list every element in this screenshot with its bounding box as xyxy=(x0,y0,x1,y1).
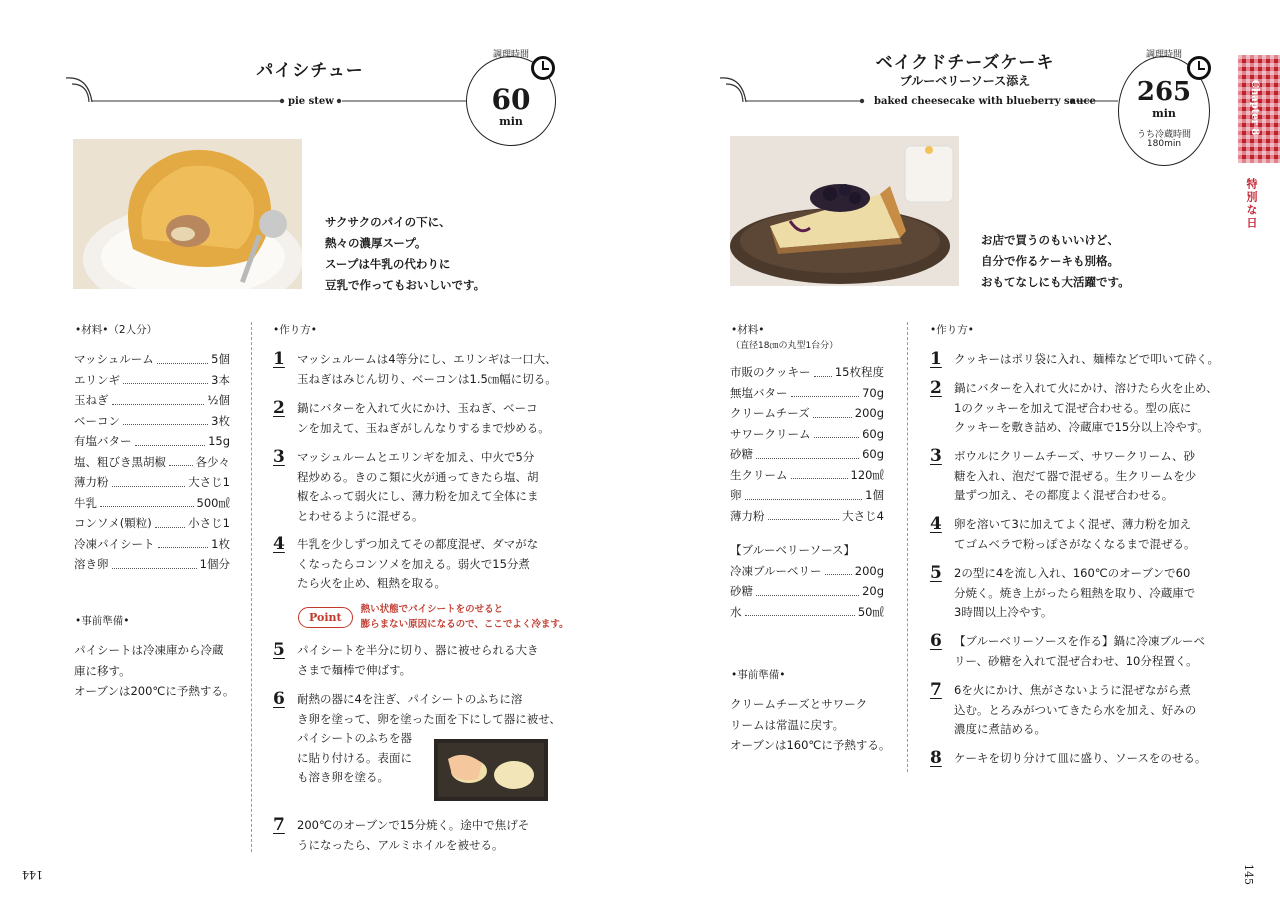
step-number: 7 xyxy=(273,815,285,835)
right-intro xyxy=(981,230,1161,293)
leader-dots xyxy=(112,404,205,405)
ingredient-qty: 60g xyxy=(862,426,884,441)
step xyxy=(273,535,538,594)
leader-dots xyxy=(155,527,185,528)
ingredient-qty: 大さじ4 xyxy=(842,508,884,523)
time-unit: min xyxy=(1152,107,1176,120)
ingredient-qty: 3本 xyxy=(211,372,230,387)
ingredient-row xyxy=(730,424,884,445)
pie-sheet-photo xyxy=(434,739,548,801)
chapter-title: 特別な日 xyxy=(1245,178,1258,230)
intro-line: お店で買うのもいいけど、 xyxy=(981,233,1119,247)
step xyxy=(930,681,1196,740)
ingredient-qty: 大さじ1 xyxy=(188,475,230,489)
ingredient-qty: 各少々 xyxy=(195,454,230,469)
ingredient-qty: 70g xyxy=(862,385,884,400)
left-ingredients-list xyxy=(74,349,230,575)
leader-dots xyxy=(825,574,852,575)
ingredient-row xyxy=(74,370,230,391)
left-prep-text: パイシートは冷凍庫から冷蔵 庫に移す。 オーブンは200℃に予熱する。 xyxy=(74,643,235,698)
intro-line: 熱々の濃厚スープ。 xyxy=(325,236,427,250)
step xyxy=(930,447,1196,506)
right-ingredients-list xyxy=(730,362,884,622)
ingredient-row xyxy=(730,581,884,602)
ingredient-name: 砂糖 xyxy=(730,584,753,598)
step xyxy=(930,632,1205,671)
ingredient-qty: 5個 xyxy=(211,352,230,366)
left-method-heading: •作り方• xyxy=(273,324,317,336)
point-badge: Point xyxy=(298,607,353,628)
right-ingredients-heading: •材料• xyxy=(731,324,765,336)
ingredient-name: ベーコン xyxy=(74,413,120,428)
ingredient-row xyxy=(730,561,884,582)
ingredient-name: 溶き卵 xyxy=(74,557,109,571)
sauce-heading-text: 【ブルーベリーソース】 xyxy=(730,543,856,557)
ingredient-qty: 50㎖ xyxy=(857,604,884,619)
ingredient-row xyxy=(730,465,884,486)
ingredient-row xyxy=(730,485,884,506)
step-text: 卵を溶いて3に加えてよく混ぜ、薄力粉を加え てゴムベラで粉っぽさがなくなるまで混ぜる。 xyxy=(954,517,1196,551)
ingredient-name: 冷凍ブルーベリー xyxy=(730,563,822,578)
ingredient-name: 生クリーム xyxy=(730,467,788,482)
ingredient-name: 塩、粗びき黒胡椒 xyxy=(74,454,166,469)
step-text: パイシートを半分に切り、器に被せられる大き さまで麺棒で伸ばす。 xyxy=(297,643,539,677)
ingredient-row xyxy=(74,472,230,493)
step-text: ケーキを切り分けて皿に盛り、ソースをのせる。 xyxy=(954,751,1207,765)
step-number: 3 xyxy=(273,447,285,467)
leader-dots xyxy=(756,458,859,459)
right-recipe-subtitle: baked cheesecake with blueberry sauce xyxy=(874,96,1096,107)
leader-dots xyxy=(814,437,860,438)
step-text: マッシュルームは4等分にし、エリンギは一口大、 玉ねぎはみじん切り、ベーコンは1.5㎝幅に切る。 xyxy=(297,352,557,386)
step-text: マッシュルームとエリンギを加え、中火で5分 程炒める。きのこ類に火が通ってきたら塩、胡 椒をふって弱火にし、薄力粉を加えて全体にま とわせるように混ぜる。 xyxy=(297,450,539,523)
step-text: 鍋にバターを入れて火にかけ、玉ねぎ、ベーコ ンを加えて、玉ねぎがしんなりするまで炒める。 xyxy=(297,401,550,435)
ingredient-row xyxy=(74,452,230,473)
ingredient-name: 水 xyxy=(730,604,742,619)
left-column-divider xyxy=(251,322,252,852)
right-page-number: 145 xyxy=(1242,864,1255,885)
leader-dots xyxy=(100,506,194,507)
leader-dots xyxy=(768,519,840,520)
intro-line: 自分で作るケーキも別格。 xyxy=(981,254,1119,268)
time-label: 調理時間 xyxy=(492,50,529,60)
ingredient-row xyxy=(74,493,230,514)
leader-dots xyxy=(112,486,186,487)
step xyxy=(273,448,539,526)
step-number: 8 xyxy=(930,748,942,768)
left-intro xyxy=(325,212,505,296)
step-number: 4 xyxy=(273,534,285,554)
ingredient-qty: 200g xyxy=(854,406,884,420)
left-prep-heading: •事前準備• xyxy=(75,615,130,627)
step-number: 7 xyxy=(930,680,942,700)
point-callout xyxy=(298,602,569,632)
leader-dots xyxy=(135,445,206,446)
ingredient-qty: 小さじ1 xyxy=(188,516,230,530)
step-text: 鍋にバターを入れて火にかけ、溶けたら火を止め、 1のクッキーを加えて混ぜ合わせる。型の底に クッキーを敷き詰め、冷蔵庫で15分以上冷やす。 xyxy=(954,381,1218,434)
step xyxy=(273,641,539,680)
leader-dots xyxy=(157,363,208,364)
right-recipe-title2: ブルーベリーソース添え xyxy=(899,74,1031,88)
ingredient-row xyxy=(74,534,230,555)
ingredient-qty: 3枚 xyxy=(211,413,230,428)
leader-dots xyxy=(123,383,208,384)
step xyxy=(930,350,1219,370)
ingredient-row xyxy=(730,383,884,404)
point-text: 熱い状態でパイシートをのせると 膨らまない原因になるので、ここでよく冷ます。 xyxy=(360,604,569,630)
ingredient-row xyxy=(730,403,884,424)
intro-line: 豆乳で作ってもおいしいです。 xyxy=(325,278,486,292)
ingredient-qty: 200g xyxy=(854,563,884,578)
step-number: 5 xyxy=(930,563,942,583)
step xyxy=(273,816,529,855)
right-prep-text: クリームチーズとサワーク リームは常温に戻す。 オーブンは160℃に予熱する。 xyxy=(730,697,891,752)
step xyxy=(273,350,557,389)
cheesecake-photo xyxy=(730,136,959,286)
step-number: 2 xyxy=(273,398,285,418)
leader-dots xyxy=(791,396,860,397)
step-text: 牛乳を少しずつ加えてその都度混ぜ、ダマがな くなったらコンソメを加える。弱火で15分煮 たら火を止め、粗熱を取る。 xyxy=(297,537,539,590)
step-number: 6 xyxy=(930,631,942,651)
ingredient-name: 市販のクッキー xyxy=(730,365,811,379)
step-text: クッキーはポリ袋に入れ、麺棒などで叩いて砕く。 xyxy=(954,352,1219,366)
ingredient-row xyxy=(730,362,884,383)
ingredient-qty: 60g xyxy=(862,447,884,461)
ingredient-row xyxy=(74,554,230,575)
step-number: 1 xyxy=(930,349,942,369)
step-number: 2 xyxy=(930,378,942,398)
ingredient-name: 玉ねぎ xyxy=(74,393,109,407)
ingredient-row xyxy=(74,431,230,452)
left-recipe-subtitle: pie stew xyxy=(288,96,334,107)
time-unit: min xyxy=(499,115,523,128)
ingredient-row xyxy=(74,513,230,534)
ingredient-qty: 15枚程度 xyxy=(834,365,884,379)
sauce-heading xyxy=(730,540,884,561)
leader-dots xyxy=(112,568,197,569)
ingredient-qty: 1個分 xyxy=(199,557,230,571)
ingredient-row xyxy=(74,411,230,432)
right-recipe-title: ベイクドチーズケーキ xyxy=(875,53,1055,73)
step-number: 4 xyxy=(930,514,942,534)
left-ingredients-heading: •材料•（2人分） xyxy=(75,324,158,336)
right-method-heading: •作り方• xyxy=(930,324,974,336)
step-text: 6を火にかけ、焦がさないように混ぜながら煮 込む。とろみがついてきたら水を加え、好みの 濃度に煮詰める。 xyxy=(954,683,1197,736)
ingredient-row xyxy=(730,506,884,527)
ingredient-name: コンソメ(顆粒) xyxy=(74,516,152,530)
step-text: 200℃のオーブンで15分焼く。途中で焦げそ うになったら、アルミホイルを被せる。 xyxy=(297,818,530,852)
ingredient-name: サワークリーム xyxy=(730,426,811,441)
ingredient-name: マッシュルーム xyxy=(74,352,154,366)
ingredient-name: 無塩バター xyxy=(730,385,788,400)
clock-icon xyxy=(531,56,555,80)
ingredient-row xyxy=(74,390,230,411)
left-page-number: 144 xyxy=(22,868,43,881)
ingredient-qty: 1枚 xyxy=(211,536,230,551)
step-number: 6 xyxy=(273,689,285,709)
step-text: 【ブルーベリーソースを作る】鍋に冷凍ブルーベ リー、砂糖を入れて混ぜ合わせ、10分程置く。 xyxy=(954,634,1206,668)
intro-line: おもてなしにも大活躍です。 xyxy=(981,275,1130,289)
ingredient-name: 薄力粉 xyxy=(730,508,765,523)
leader-dots xyxy=(745,499,863,500)
step xyxy=(930,749,1206,769)
ingredient-qty: 20g xyxy=(862,584,884,598)
step xyxy=(273,399,550,438)
leader-dots xyxy=(814,376,832,377)
ingredient-row xyxy=(730,602,884,623)
right-column-divider xyxy=(907,322,908,772)
leader-dots xyxy=(123,424,208,425)
ingredient-name: 冷凍パイシート xyxy=(74,536,155,551)
ingredient-name: 薄力粉 xyxy=(74,475,109,489)
time-value: 60 xyxy=(491,83,531,116)
step xyxy=(930,564,1195,623)
leader-dots xyxy=(791,478,848,479)
ingredient-row xyxy=(730,444,884,465)
ingredient-name: 砂糖 xyxy=(730,447,753,461)
intro-line: スープは牛乳の代わりに xyxy=(325,257,451,271)
step-number: 5 xyxy=(273,640,285,660)
step xyxy=(930,379,1218,438)
pie-stew-photo xyxy=(73,139,302,289)
step-number: 1 xyxy=(273,349,285,369)
step-number: 3 xyxy=(930,446,942,466)
time-value: 265 xyxy=(1136,77,1192,107)
left-recipe-title: パイシチュー xyxy=(256,61,364,81)
time-note: 180min xyxy=(1146,139,1182,149)
ingredient-qty: 500㎖ xyxy=(196,495,230,510)
ingredient-qty: 15g xyxy=(208,434,230,448)
clock-icon xyxy=(1187,56,1211,80)
step-text: 2の型に4を流し入れ、160℃のオーブンで60 分焼く。焼き上がったら粗熱を取り、冷蔵庫で 3時間以上冷やす。 xyxy=(954,566,1196,619)
ingredient-qty: 1個 xyxy=(865,488,884,502)
leader-dots xyxy=(813,417,852,418)
ingredient-name: 有塩バター xyxy=(74,434,132,448)
ingredient-name: エリンギ xyxy=(74,372,120,387)
leader-dots xyxy=(169,465,193,466)
ingredient-name: クリームチーズ xyxy=(730,406,810,420)
ingredient-qty: ½個 xyxy=(207,393,230,407)
right-ingredients-subheading: （直径18㎝の丸型1台分） xyxy=(731,341,839,351)
ingredient-name: 卵 xyxy=(730,488,742,502)
ingredient-qty: 120㎖ xyxy=(850,467,884,482)
right-prep-heading: •事前準備• xyxy=(731,669,786,681)
time-label: 調理時間 xyxy=(1145,50,1182,60)
intro-line: サクサクのパイの下に、 xyxy=(325,215,451,229)
leader-dots xyxy=(756,595,859,596)
ingredient-name: 牛乳 xyxy=(74,495,97,510)
leader-dots xyxy=(745,615,855,616)
step-text: ボウルにクリームチーズ、サワークリーム、砂 糖を入れ、泡だて器で混ぜる。生クリームを少 量ずつ加え、その都度よく混ぜ合わせる。 xyxy=(954,449,1197,502)
step-text: 耐熱の器に4を注ぎ、パイシートのふちに溶 き卵を塗って、卵を塗った面を下にして器に被せ、 パイシートのふちを器 に貼り付ける。表面に も溶き卵を塗る。 xyxy=(297,692,561,784)
step xyxy=(930,515,1196,554)
chapter-label: Chapter 8 xyxy=(1249,80,1260,136)
ingredient-row xyxy=(74,349,230,370)
leader-dots xyxy=(158,547,209,548)
time-note: うち冷蔵時間 xyxy=(1136,130,1191,140)
